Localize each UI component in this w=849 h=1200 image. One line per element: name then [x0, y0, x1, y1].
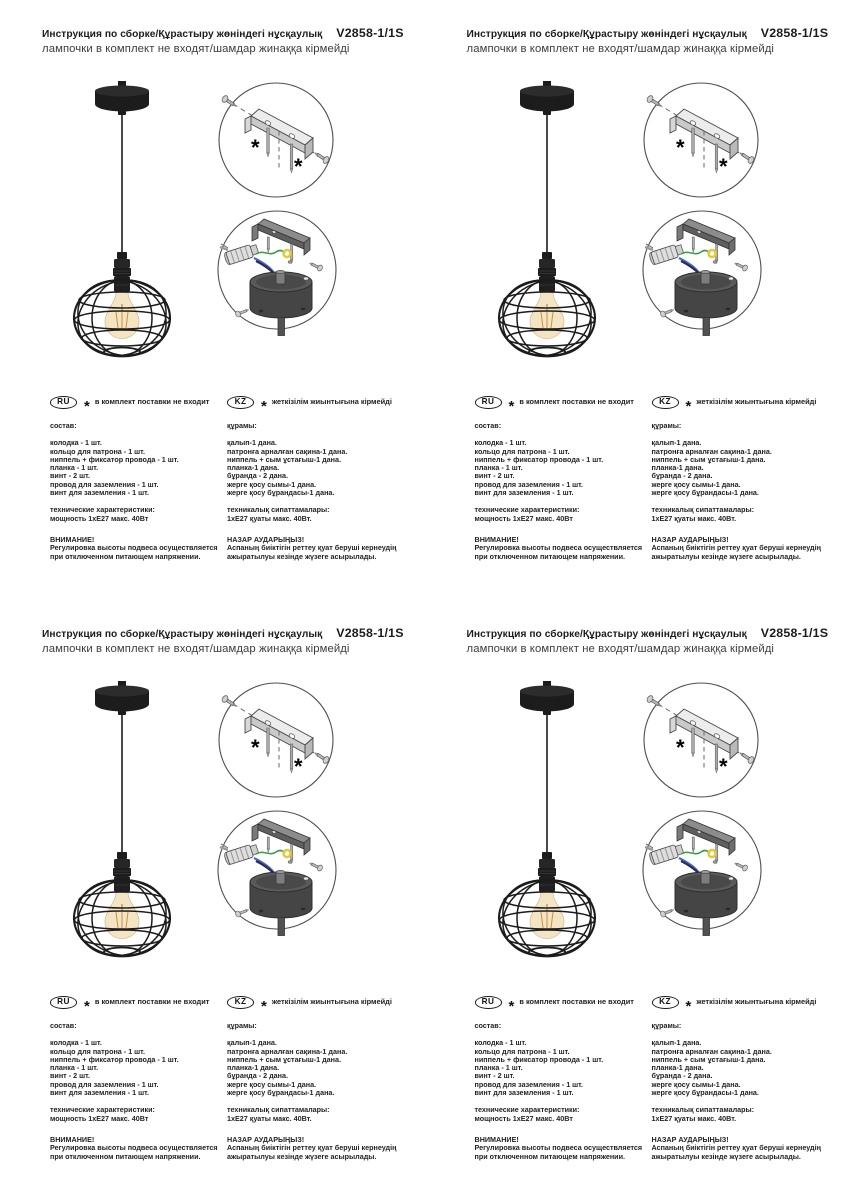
long-screw-icon [267, 728, 270, 757]
ceiling-canopy [520, 81, 574, 115]
kz-warning-title: НАЗАР АУДАРЫҢЫЗ! [227, 534, 305, 544]
ru-language-badge: RU [475, 996, 502, 1009]
panel-header [42, 26, 414, 55]
kz-language-badge: KZ [652, 396, 679, 409]
edison-bulb [105, 292, 139, 339]
instruction-panel [425, 0, 849, 600]
kz-warning-text: Аспаның биіктігін реттеу қуат беруші кернеудің ажыратылуы кезінде жүзеге асырылады. [651, 543, 821, 561]
ru-not-included-note: в комплект поставки не входит [519, 997, 634, 1007]
ru-specs [50, 1106, 226, 1123]
long-screw-icon [267, 237, 269, 253]
ru-section [475, 396, 651, 561]
kz-warning [227, 1136, 417, 1161]
kz-composition-label: құрамы: [651, 421, 682, 430]
ru-warning-title: ВНИМАНИЕ! [50, 1134, 95, 1144]
detail-circle-outline [219, 83, 333, 197]
list-item: ниппель + фиксатор провода - 1 шт. [474, 454, 604, 464]
long-screw-icon [290, 144, 293, 173]
instruction-panel [425, 600, 849, 1200]
ru-warning [50, 1136, 226, 1161]
detail-circle-outline [219, 683, 333, 797]
kz-warning [652, 536, 842, 561]
bulbs-not-included-note: лампочки в комплект не входят/шамдар жинаққа кірмейді [42, 642, 350, 655]
ru-parts-list [50, 1039, 226, 1097]
list-item: патронға арналған сақина-1 дана. [651, 1046, 772, 1056]
ru-badge-row: RU * в комплект поставки не входит [475, 396, 651, 409]
list-item: ниппель + сым ұстағыш-1 дана. [227, 1054, 341, 1064]
asterisk-icon: * [675, 135, 685, 160]
kz-specs [652, 1106, 842, 1123]
ru-parts-list [50, 439, 226, 497]
instruction-title: Инструкция по сборке/Құрастыру жөніндегі нұсқаулық [42, 29, 323, 40]
list-item: винт - 2 шт. [50, 471, 90, 481]
ru-specs-label: технические характеристики: [474, 505, 580, 515]
list-item: патронға арналған сақина-1 дана. [651, 446, 772, 456]
canopy-stem [278, 918, 285, 936]
asterisk-icon: * [718, 154, 728, 179]
kz-parts-list [652, 1039, 842, 1097]
ru-composition-label: состав: [50, 421, 77, 430]
bulbs-not-included-note: лампочки в комплект не входят/шамдар жинаққа кірмейді [42, 42, 350, 55]
long-screw-icon [290, 744, 293, 773]
long-screw-icon [691, 128, 694, 157]
lamp-socket [113, 252, 131, 292]
ru-parts-list [475, 439, 651, 497]
panel-header [467, 26, 839, 55]
kz-specs-label: техникалық сипаттамалары: [227, 1105, 330, 1115]
kz-specs [652, 506, 842, 523]
header-line-1 [467, 26, 839, 40]
detail-circle-outline [644, 83, 758, 197]
list-item: бұранда - 2 дана. [651, 1071, 713, 1081]
list-item: планка-1 дана. [227, 463, 280, 473]
ru-not-included-note: в комплект поставки не входит [94, 997, 210, 1007]
ru-specs-label: технические характеристики: [50, 505, 155, 515]
ru-language-badge: RU [50, 996, 77, 1009]
canopy-stem [703, 918, 710, 936]
kz-badge-row: KZ * жеткізілім жиынтығына кірмейді [227, 396, 417, 409]
canopy-wiring-detail [639, 208, 769, 338]
ru-section [475, 996, 651, 1161]
list-item: винт для заземления - 1 шт. [50, 488, 149, 498]
list-item: планка - 1 шт. [474, 463, 523, 473]
list-item: ниппель + сым ұстағыш-1 дана. [651, 1054, 766, 1064]
list-item: қалып-1 дана. [651, 1038, 702, 1048]
model-number: V2858-1/1S [760, 26, 829, 40]
lamp-socket [538, 252, 556, 292]
list-item: қалып-1 дана. [227, 438, 277, 448]
kz-not-included-note: жеткізілім жиынтығына кірмейді [271, 997, 392, 1007]
kz-specs-value: 1хЕ27 қуаты макс. 40Вт. [227, 513, 312, 523]
ru-badge-row: RU * в комплект поставки не входит [50, 996, 226, 1009]
model-number: V2858-1/1S [760, 626, 829, 640]
kz-warning-title: НАЗАР АУДАРЫҢЫЗ! [227, 1134, 305, 1144]
asterisk-icon: * [251, 135, 260, 160]
asterisk-icon: * [294, 754, 303, 779]
edison-bulb [530, 892, 564, 939]
ru-specs-value: мощность 1хЕ27 макс. 40Вт [50, 1113, 149, 1123]
kz-specs-value: 1хЕ27 қуаты макс. 40Вт. [227, 1113, 312, 1123]
list-item: ниппель + фиксатор провода - 1 шт. [50, 454, 179, 464]
ru-warning-title: ВНИМАНИЕ! [474, 1134, 519, 1144]
list-item: провод для заземления - 1 шт. [50, 1079, 159, 1089]
ru-specs-value: мощность 1хЕ27 макс. 40Вт [474, 1113, 573, 1123]
kz-warning [652, 1136, 842, 1161]
ru-badge-row: RU * в комплект поставки не входит [50, 396, 226, 409]
kz-composition-label: құрамы: [227, 1021, 257, 1030]
kz-specs-label: техникалық сипаттамалары: [651, 1105, 755, 1115]
list-item: кольцо для патрона - 1 шт. [474, 1046, 570, 1056]
edison-bulb [105, 892, 139, 939]
list-item: ниппель + сым ұстағыш-1 дана. [227, 454, 341, 464]
kz-badge-row: KZ * жеткізілім жиынтығына кірмейді [652, 996, 842, 1009]
kz-specs [227, 1106, 417, 1123]
list-item: винт - 2 шт. [474, 1071, 515, 1081]
ru-language-badge: RU [475, 396, 502, 409]
list-item: бұранда - 2 дана. [651, 471, 713, 481]
ru-composition-label: состав: [474, 1021, 502, 1030]
ru-warning-text: Регулировка высоты подвеса осуществляется при отключенном питающем напряжении. [50, 543, 218, 561]
list-item: жерге қосу бұрандасы-1 дана. [651, 488, 759, 498]
kz-badge-row: KZ * жеткізілім жиынтығына кірмейді [652, 396, 842, 409]
kz-warning-title: НАЗАР АУДАРЫҢЫЗ! [651, 1134, 729, 1144]
header-line-1 [42, 626, 414, 640]
ru-section [50, 996, 226, 1161]
panel-header [467, 626, 839, 655]
kz-not-included-note: жеткізілім жиынтығына кірмейді [696, 997, 817, 1007]
kz-parts-list [227, 439, 417, 497]
kz-section [227, 996, 417, 1161]
ru-specs [475, 506, 651, 523]
ru-warning [475, 1136, 651, 1161]
kz-specs [227, 506, 417, 523]
kz-composition-label: құрамы: [227, 421, 257, 430]
list-item: ниппель + сым ұстағыш-1 дана. [651, 454, 766, 464]
list-item: жерге қосу бұрандасы-1 дана. [651, 1088, 759, 1098]
list-item: колодка - 1 шт. [50, 1038, 102, 1048]
ru-warning-title: ВНИМАНИЕ! [474, 534, 519, 544]
bulbs-not-included-note: лампочки в комплект не входят/шамдар жинаққа кірмейді [466, 42, 775, 55]
list-item: жерге қосу сымы-1 дана. [227, 1079, 317, 1089]
ru-warning [475, 536, 651, 561]
kz-warning-text: Аспаның биіктігін реттеу қуат беруші кернеудің ажыратылуы кезінде жүзеге асырылады. [651, 1143, 821, 1161]
ru-not-included-note: в комплект поставки не входит [519, 397, 634, 407]
list-item: бұранда - 2 дана. [227, 1071, 289, 1081]
list-item: қалып-1 дана. [651, 438, 702, 448]
ru-specs [475, 1106, 651, 1123]
mounting-bracket-detail [211, 80, 341, 210]
ru-warning-text: Регулировка высоты подвеса осуществляется при отключенном питающем напряжении. [474, 1143, 643, 1161]
list-item: патронға арналған сақина-1 дана. [227, 446, 348, 456]
ru-section [50, 396, 226, 561]
mounting-bracket-detail [636, 680, 766, 810]
model-number: V2858-1/1S [336, 26, 404, 40]
kz-warning-text: Аспаның биіктігін реттеу қуат беруші кернеудің ажыратылуы кезінде жүзеге асырылады. [227, 543, 397, 561]
instruction-title: Инструкция по сборке/Құрастыру жөніндегі нұсқаулық [466, 629, 747, 640]
asterisk-icon: * [675, 735, 685, 760]
kz-language-badge: KZ [652, 996, 679, 1009]
kz-specs-label: техникалық сипаттамалары: [651, 505, 755, 515]
ceiling-canopy [95, 681, 149, 715]
ru-badge-row: RU * в комплект поставки не входит [475, 996, 651, 1009]
kz-section [652, 396, 842, 561]
canopy-wiring-detail [214, 208, 344, 338]
kz-warning-title: НАЗАР АУДАРЫҢЫЗ! [651, 534, 729, 544]
list-item: бұранда - 2 дана. [227, 471, 289, 481]
list-item: патронға арналған сақина-1 дана. [227, 1046, 348, 1056]
mounting-bracket-detail [211, 680, 341, 810]
canopy-stem [278, 318, 285, 336]
panel-header [42, 626, 414, 655]
kz-parts-list [652, 439, 842, 497]
list-item: жерге қосу сымы-1 дана. [651, 479, 741, 489]
long-screw-icon [715, 744, 718, 773]
long-screw-icon [692, 237, 694, 253]
kz-specs-value: 1хЕ27 қуаты макс. 40Вт. [651, 513, 737, 523]
kz-specs-label: техникалық сипаттамалары: [227, 505, 330, 515]
list-item: провод для заземления - 1 шт. [50, 479, 159, 489]
list-item: планка-1 дана. [651, 1063, 704, 1073]
canopy-stem [703, 318, 710, 336]
list-item: колодка - 1 шт. [474, 438, 527, 448]
ru-warning-title: ВНИМАНИЕ! [50, 534, 95, 544]
kz-specs-value: 1хЕ27 қуаты макс. 40Вт. [651, 1113, 737, 1123]
pendant-lamp-illustration [475, 678, 625, 970]
mounting-bracket-detail [636, 80, 766, 210]
long-screw-icon [715, 144, 718, 173]
instruction-title: Инструкция по сборке/Құрастыру жөніндегі нұсқаулық [466, 29, 747, 40]
ru-specs-value: мощность 1хЕ27 макс. 40Вт [50, 513, 149, 523]
ru-specs-label: технические характеристики: [474, 1105, 580, 1115]
list-item: колодка - 1 шт. [474, 1038, 527, 1048]
ru-specs-value: мощность 1хЕ27 макс. 40Вт [474, 513, 573, 523]
kz-composition-label: құрамы: [651, 1021, 682, 1030]
instruction-panel [0, 0, 424, 600]
ceiling-canopy [95, 81, 149, 115]
list-item: винт - 2 шт. [474, 471, 515, 481]
asterisk-icon: * [294, 154, 303, 179]
list-item: винт для заземления - 1 шт. [474, 1088, 574, 1098]
ru-specs [50, 506, 226, 523]
list-item: колодка - 1 шт. [50, 438, 102, 448]
ru-composition-label: состав: [50, 1021, 77, 1030]
long-screw-icon [267, 837, 269, 853]
edison-bulb [530, 292, 564, 339]
header-line-1 [467, 626, 839, 640]
canopy-wiring-detail [214, 808, 344, 938]
list-item: планка-1 дана. [227, 1063, 280, 1073]
list-item: планка - 1 шт. [50, 463, 99, 473]
pendant-lamp-illustration [475, 78, 625, 370]
header-line-1 [42, 26, 414, 40]
instruction-title: Инструкция по сборке/Құрастыру жөніндегі нұсқаулық [42, 629, 323, 640]
list-item: қалып-1 дана. [227, 1038, 277, 1048]
long-screw-icon [691, 728, 694, 757]
ru-language-badge: RU [50, 396, 77, 409]
ceiling-canopy [520, 681, 574, 715]
list-item: планка - 1 шт. [50, 1063, 99, 1073]
ru-warning-text: Регулировка высоты подвеса осуществляется при отключенном питающем напряжении. [50, 1143, 218, 1161]
kz-section [227, 396, 417, 561]
ru-not-included-note: в комплект поставки не входит [94, 397, 210, 407]
long-screw-icon [267, 128, 270, 157]
kz-section [652, 996, 842, 1161]
long-screw-icon [692, 837, 694, 853]
list-item: кольцо для патрона - 1 шт. [50, 1046, 146, 1056]
kz-language-badge: KZ [227, 396, 254, 409]
lamp-socket [113, 852, 131, 892]
asterisk-icon: * [251, 735, 260, 760]
kz-language-badge: KZ [227, 996, 254, 1009]
instruction-panel [0, 600, 424, 1200]
list-item: ниппель + фиксатор провода - 1 шт. [474, 1054, 604, 1064]
list-item: ниппель + фиксатор провода - 1 шт. [50, 1054, 179, 1064]
model-number: V2858-1/1S [336, 626, 404, 640]
kz-badge-row: KZ * жеткізілім жиынтығына кірмейді [227, 996, 417, 1009]
list-item: провод для заземления - 1 шт. [474, 1079, 584, 1089]
list-item: кольцо для патрона - 1 шт. [474, 446, 570, 456]
kz-not-included-note: жеткізілім жиынтығына кірмейді [271, 397, 392, 407]
list-item: винт - 2 шт. [50, 1071, 90, 1081]
list-item: винт для заземления - 1 шт. [50, 1088, 149, 1098]
ru-composition-label: состав: [474, 421, 502, 430]
kz-not-included-note: жеткізілім жиынтығына кірмейді [696, 397, 817, 407]
list-item: винт для заземления - 1 шт. [474, 488, 574, 498]
bulbs-not-included-note: лампочки в комплект не входят/шамдар жинаққа кірмейді [466, 642, 775, 655]
pendant-lamp-illustration [50, 78, 200, 370]
ru-specs-label: технические характеристики: [50, 1105, 155, 1115]
detail-circle-outline [644, 683, 758, 797]
list-item: провод для заземления - 1 шт. [474, 479, 584, 489]
pendant-lamp-illustration [50, 678, 200, 970]
list-item: кольцо для патрона - 1 шт. [50, 446, 146, 456]
asterisk-icon: * [718, 754, 728, 779]
list-item: планка-1 дана. [651, 463, 704, 473]
lamp-socket [538, 852, 556, 892]
kz-parts-list [227, 1039, 417, 1097]
ru-warning [50, 536, 226, 561]
list-item: жерге қосу сымы-1 дана. [651, 1079, 741, 1089]
ru-parts-list [475, 1039, 651, 1097]
list-item: жерге қосу сымы-1 дана. [227, 479, 317, 489]
list-item: планка - 1 шт. [474, 1063, 523, 1073]
list-item: жерге қосу бұрандасы-1 дана. [227, 1088, 335, 1098]
list-item: жерге қосу бұрандасы-1 дана. [227, 488, 335, 498]
kz-warning [227, 536, 417, 561]
ru-warning-text: Регулировка высоты подвеса осуществляется при отключенном питающем напряжении. [474, 543, 643, 561]
canopy-wiring-detail [639, 808, 769, 938]
kz-warning-text: Аспаның биіктігін реттеу қуат беруші кернеудің ажыратылуы кезінде жүзеге асырылады. [227, 1143, 397, 1161]
